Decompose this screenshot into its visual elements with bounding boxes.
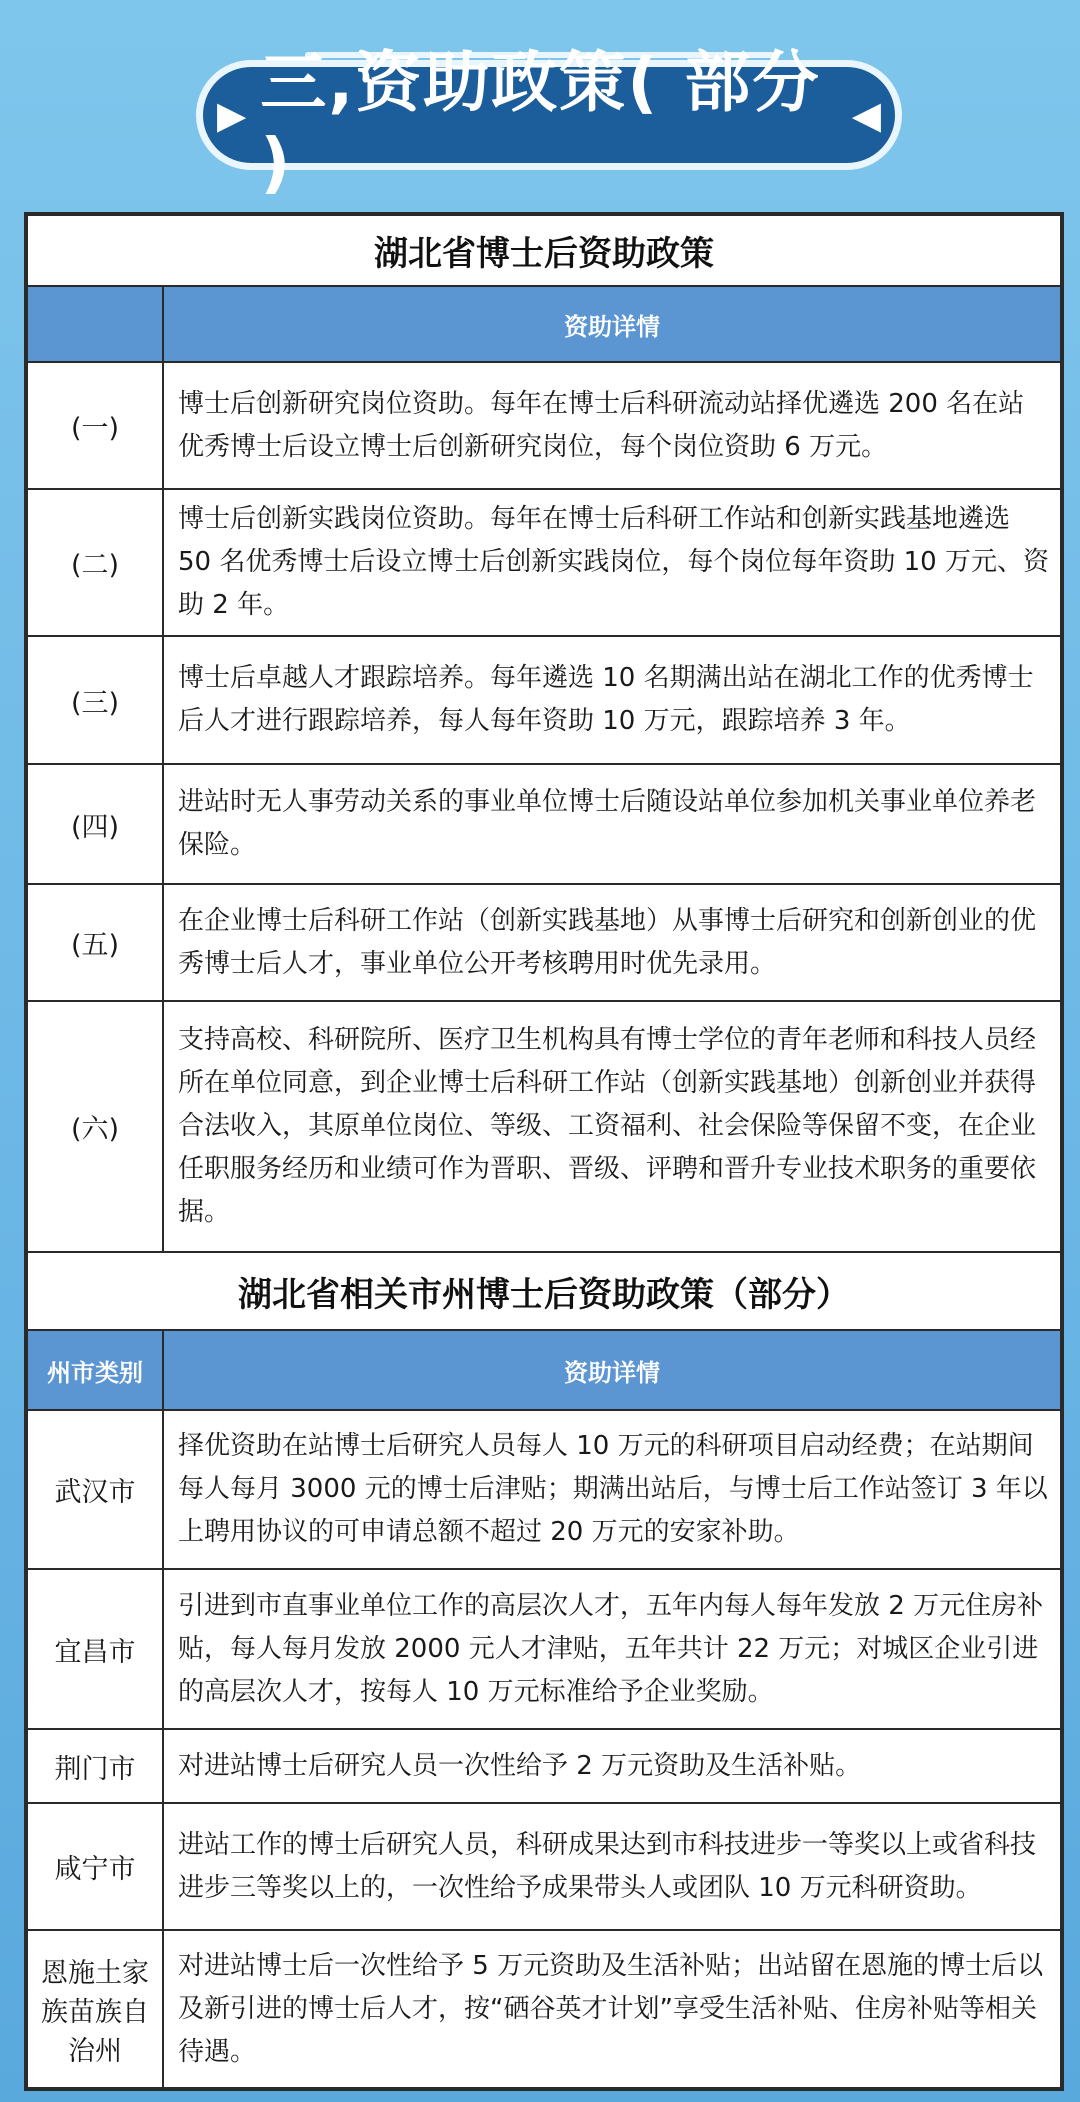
provincial-header-index [27, 286, 163, 362]
row-city: 荆门市 [27, 1729, 163, 1803]
table-row [27, 1410, 1061, 1569]
section-title: 三,资助政策( 部分 ) [260, 44, 821, 201]
row-detail: 进站工作的博士后研究人员，科研成果达到市科技进步一等奖以上或省科技进步三等奖以上的，一次性给予成果带头人或团队 10 万元科研资助。 [163, 1803, 1061, 1930]
municipal-header-row [27, 1330, 1061, 1410]
table-row [27, 362, 1061, 489]
row-detail: 进站时无人事劳动关系的事业单位博士后随设站单位参加机关事业单位养老保险。 [163, 764, 1061, 884]
provincial-header-detail: 资助详情 [163, 286, 1061, 362]
row-index: (五) [27, 884, 163, 1001]
row-index: (六) [27, 1001, 163, 1252]
table-row [27, 764, 1061, 884]
row-detail: 支持高校、科研院所、医疗卫生机构具有博士学位的青年老师和科技人员经所在单位同意，到企业博士后科研工作站（创新实践基地）创新创业并获得合法收入，其原单位岗位、等级、工资福利、社会保险等保留不变，在企业任职服务经历和业绩可作为晋职、晋级、评聘和晋升专业技术职务的重要依据。 [163, 1001, 1061, 1252]
left-triangle-icon: ◀ [851, 93, 881, 137]
row-city: 咸宁市 [27, 1803, 163, 1930]
table-row [27, 1729, 1061, 1803]
municipal-header-category: 州市类别 [27, 1330, 163, 1410]
table-row [27, 1001, 1061, 1252]
table-row [27, 1569, 1061, 1729]
row-index: (一) [27, 362, 163, 489]
row-detail: 在企业博士后科研工作站（创新实践基地）从事博士后研究和创新创业的优秀博士后人才，事业单位公开考核聘用时优先录用。 [163, 884, 1061, 1001]
municipal-title: 湖北省相关市州博士后资助政策（部分） [27, 1252, 1061, 1330]
row-detail: 博士后创新实践岗位资助。每年在博士后科研工作站和创新实践基地遴选 50 名优秀博士后设立博士后创新实践岗位，每个岗位每年资助 10 万元、资助 2 年。 [163, 489, 1061, 636]
row-index: (二) [27, 489, 163, 636]
row-detail: 博士后创新研究岗位资助。每年在博士后科研流动站择优遴选 200 名在站优秀博士后设立博士后创新研究岗位，每个岗位资助 6 万元。 [163, 362, 1061, 489]
table-row [27, 884, 1061, 1001]
row-index: (三) [27, 636, 163, 764]
table-row [27, 1930, 1061, 2088]
provincial-header-row [27, 286, 1061, 362]
table-row [27, 1803, 1061, 1930]
row-detail: 对进站博士后一次性给予 5 万元资助及生活补贴；出站留在恩施的博士后以及新引进的博士后人才，按“硒谷英才计划”享受生活补贴、住房补贴等相关待遇。 [163, 1930, 1061, 2088]
right-triangle-icon: ▶ [217, 93, 247, 137]
row-detail: 引进到市直事业单位工作的高层次人才，五年内每人每年发放 2 万元住房补贴，每人每月发放 2000 元人才津贴，五年共计 22 万元；对城区企业引进的高层次人才，按每人 10 万元标准给予企业奖励。 [163, 1569, 1061, 1729]
row-detail: 择优资助在站博士后研究人员每人 10 万元的科研项目启动经费；在站期间每人每月 3000 元的博士后津贴；期满出站后，与博士后工作站签订 3 年以上聘用协议的可申请总额不超过 20 万元的安家补助。 [163, 1410, 1061, 1569]
row-city: 宜昌市 [27, 1569, 163, 1729]
row-detail: 对进站博士后研究人员一次性给予 2 万元资助及生活补贴。 [163, 1729, 1061, 1803]
policy-table [24, 212, 1064, 2091]
table-row [27, 636, 1061, 764]
row-detail: 博士后卓越人才跟踪培养。每年遴选 10 名期满出站在湖北工作的优秀博士后人才进行跟踪培养，每人每年资助 10 万元，跟踪培养 3 年。 [163, 636, 1061, 764]
municipal-header-detail: 资助详情 [163, 1330, 1061, 1410]
row-city: 武汉市 [27, 1410, 163, 1569]
section-banner [196, 44, 902, 201]
provincial-title-row [27, 215, 1061, 286]
provincial-title: 湖北省博士后资助政策 [27, 215, 1061, 286]
municipal-title-row [27, 1252, 1061, 1330]
row-index: (四) [27, 764, 163, 884]
table-row [27, 489, 1061, 636]
row-city: 恩施土家族苗族自治州 [27, 1930, 163, 2088]
